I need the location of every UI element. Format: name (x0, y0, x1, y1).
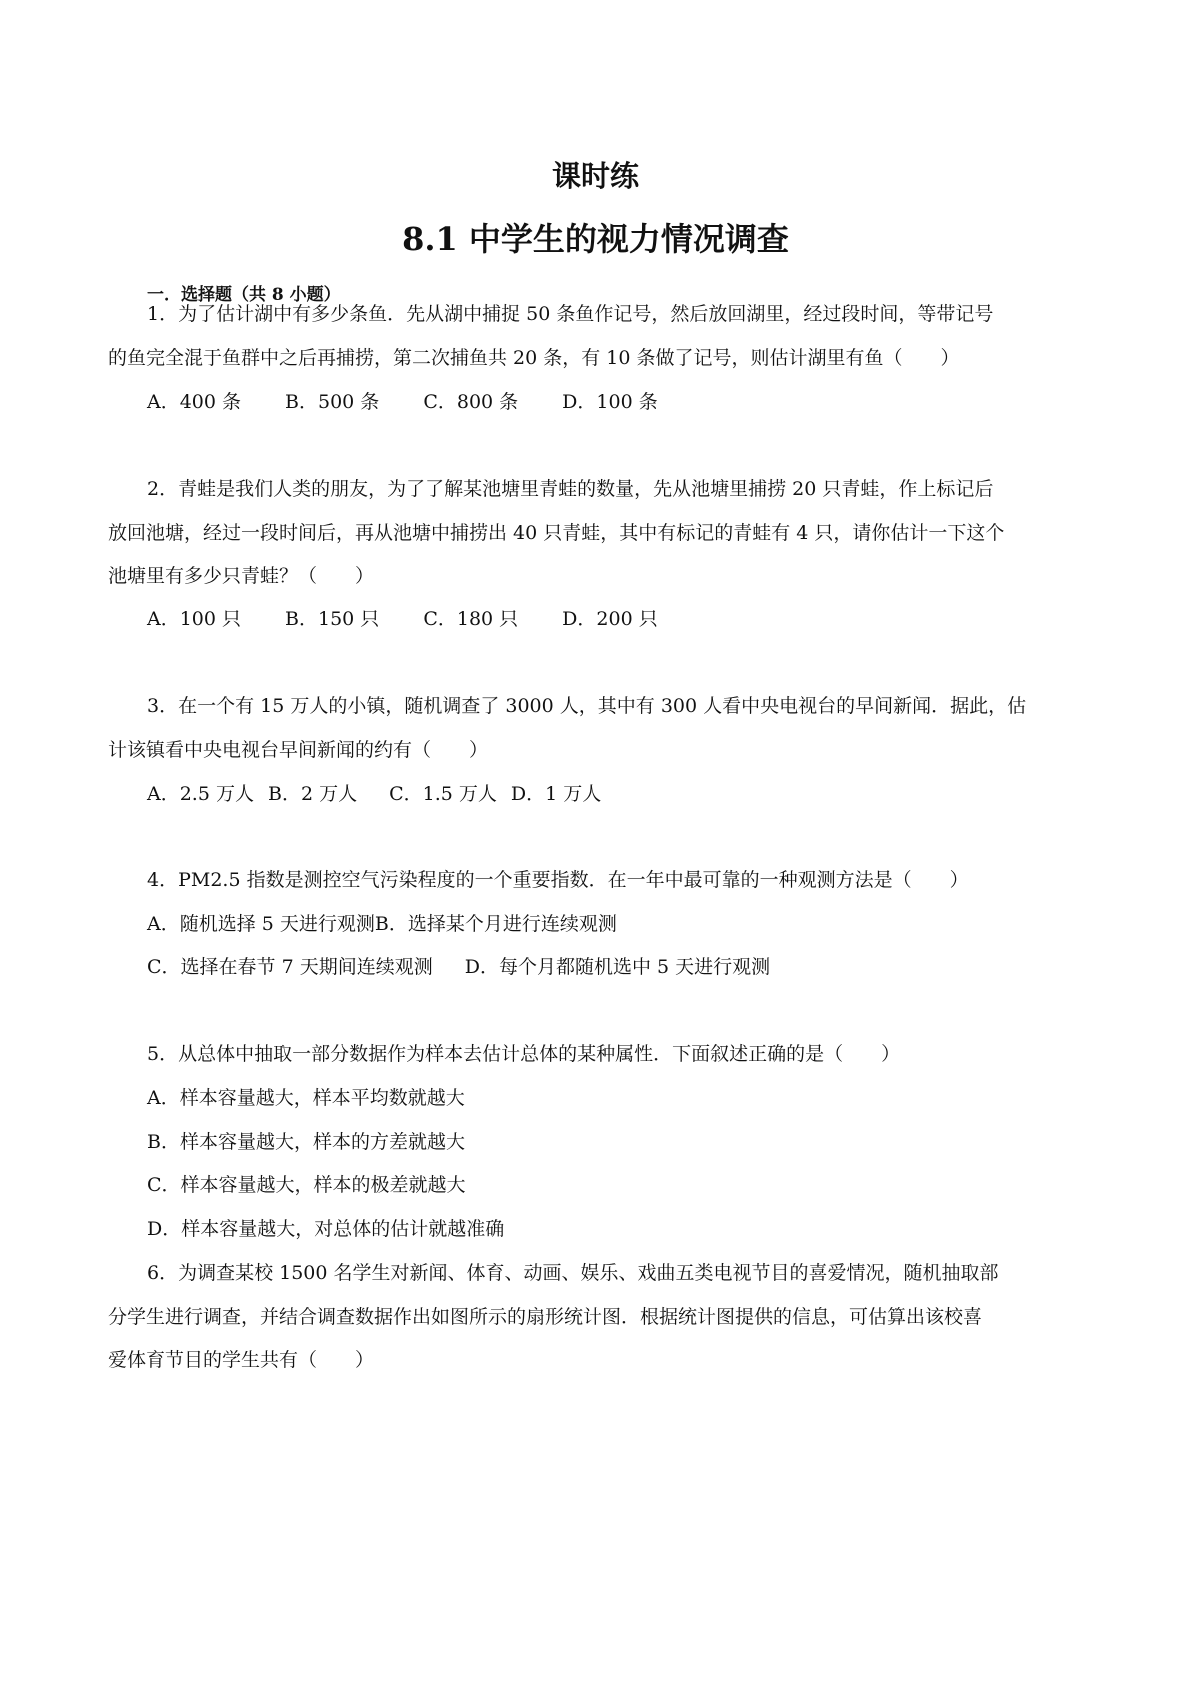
question-2-options (147, 607, 658, 631)
question-1-line-2: 的鱼完全混于鱼群中之后再捕捞，第二次捕鱼共 20 条，有 10 条做了记号，则估计湖里有鱼（ ） (108, 347, 960, 369)
section-heading: 一．选择题（共 8 小题） (147, 285, 341, 305)
option-a: A．随机选择 5 天进行观测 (147, 913, 375, 935)
option-c: C．样本容量越大，样本的极差就越大 (147, 1174, 466, 1196)
option-a: A．400 条 (147, 391, 242, 413)
option-d: D．100 条 (562, 391, 658, 413)
question-4-options-row-2 (147, 955, 770, 979)
question-5-line-1: 5．从总体中抽取一部分数据作为样本去估计总体的某种属性．下面叙述正确的是（ ） (147, 1043, 901, 1065)
question-4-options-row-1 (147, 912, 617, 936)
option-b: B．选择某个月进行连续观测 (374, 913, 617, 935)
option-b: B．2 万人 (267, 783, 358, 805)
option-b: B．150 只 (285, 608, 380, 630)
page-title: 课时练 (551, 159, 639, 193)
question-1-options (147, 390, 658, 414)
question-2-line-2: 放回池塘，经过一段时间后，再从池塘中捕捞出 40 只青蛙，其中有标记的青蛙有 4 只，请你估计一下这个 (108, 522, 1005, 544)
option-a: A．2.5 万人 (147, 783, 254, 805)
option-a: A．样本容量越大，样本平均数就越大 (147, 1087, 465, 1109)
option-c: C．800 条 (423, 391, 519, 413)
question-3-options (147, 782, 601, 806)
question-2-line-3: 池塘里有多少只青蛙？（ ） (108, 565, 375, 587)
question-2-line-1: 2．青蛙是我们人类的朋友，为了了解某池塘里青蛙的数量，先从池塘里捕捞 20 只青蛙，作上标记后 (147, 478, 994, 500)
option-d: D．1 万人 (510, 783, 602, 805)
question-6-line-3: 爱体育节目的学生共有（ ） (108, 1349, 375, 1371)
option-b: B．500 条 (285, 391, 380, 413)
option-c: C．选择在春节 7 天期间连续观测 (147, 956, 433, 978)
option-a: A．100 只 (147, 608, 242, 630)
question-6-line-2: 分学生进行调查，并结合调查数据作出如图所示的扇形统计图．根据统计图提供的信息，可估算出该校喜 (108, 1306, 983, 1328)
question-1-line-1: 1．为了估计湖中有多少条鱼．先从湖中捕捉 50 条鱼作记号，然后放回湖里，经过段时间，等带记号 (147, 303, 994, 325)
option-b: B．样本容量越大，样本的方差就越大 (147, 1131, 465, 1153)
option-c: C．1.5 万人 (389, 783, 497, 805)
option-d: D．样本容量越大，对总体的估计就越准确 (147, 1218, 505, 1240)
question-6-line-1: 6．为调查某校 1500 名学生对新闻、体育、动画、娱乐、戏曲五类电视节目的喜爱情况，随机抽取部 (147, 1262, 999, 1284)
question-3-line-2: 计该镇看中央电视台早间新闻的约有（ ） (108, 739, 489, 761)
question-4-line-1: 4．PM2.5 指数是测控空气污染程度的一个重要指数．在一年中最可靠的一种观测方法是（ ） (147, 869, 969, 891)
option-c: C．180 只 (423, 608, 519, 630)
question-3-line-1: 3．在一个有 15 万人的小镇，随机调查了 3000 人，其中有 300 人看中央电视台的早间新闻．据此，估 (147, 695, 1027, 717)
option-d: D．每个月都随机选中 5 天进行观测 (464, 956, 771, 978)
option-d: D．200 只 (562, 608, 658, 630)
page-subtitle: 8.1 中学生的视力情况调查 (402, 220, 789, 258)
